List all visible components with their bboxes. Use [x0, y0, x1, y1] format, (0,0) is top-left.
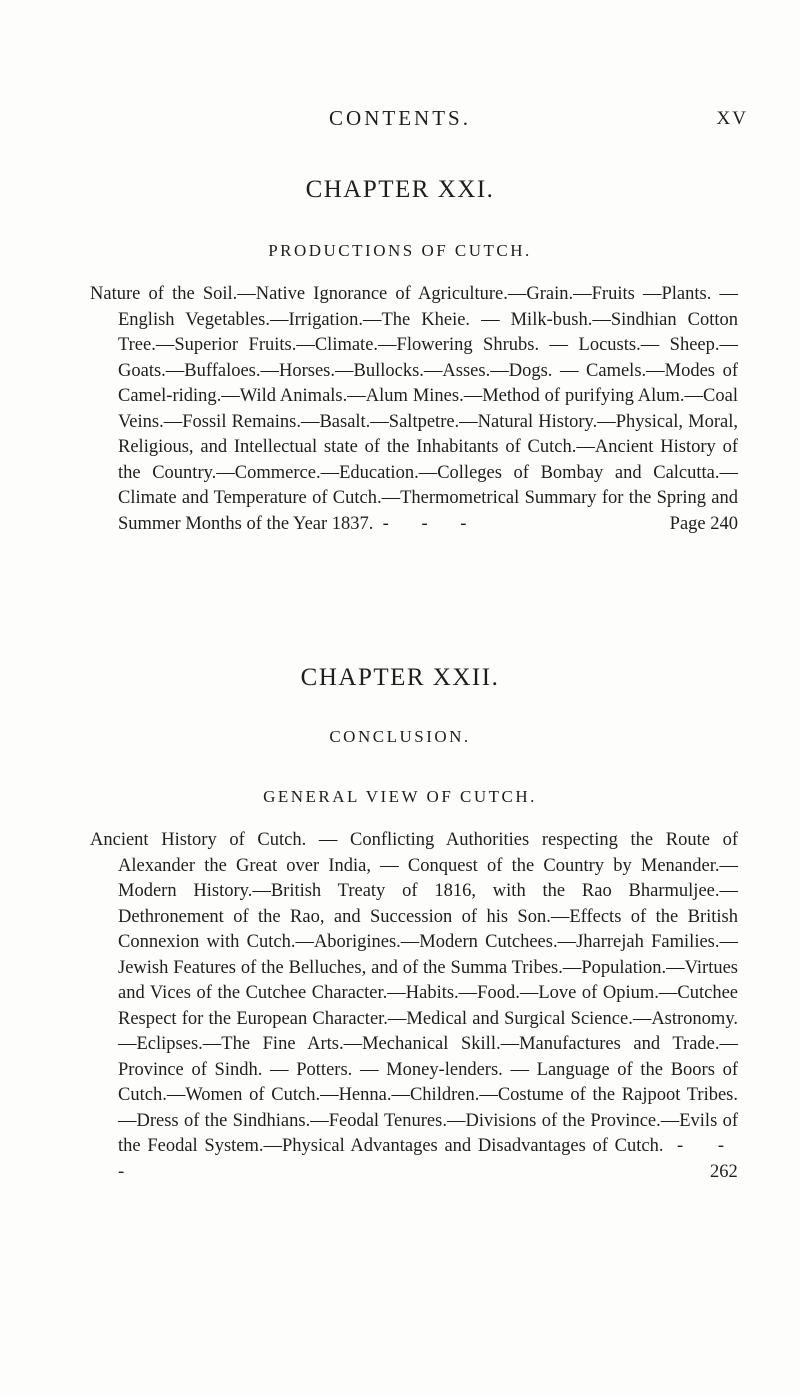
chapter-summary — [90, 282, 738, 537]
summary-text: Nature of the Soil.—Native Ignorance of Agriculture.—Grain.—Fruits —Plants. — English Vegetables.—Irrigation.—The Kheie. — Milk-bush.—Sindhian Cotton Tree.—Superior Fruits.—Climate.—Flowering Shrubs. — Locusts.— Sheep.—Goats.—Buffaloes.—Horses.—Bullocks.—Asses.—Dogs. — Camels.—Modes of Camel-riding.—Wild Animals.—Alum Mines.—Method of purifying Alum.—Coal Veins.—Fossil Remains.—Basalt.—Saltpetre.—Natural History.—Physical, Moral, Religious, and Intellectual state of the Inhabitants of Cutch.—Ancient History of the Country.—Commerce.—Education.—Colleges of Bombay and Calcutta.—Climate and Temperature of Cutch.—Thermometrical Summary for the Spring and Summer Months of the Year 1837. — [90, 284, 738, 534]
summary-text: Ancient History of Cutch. — Conflicting Authorities respecting the Route of Alexander the Great over India, — Conquest of the Country by Menander.—Modern History.—British Treaty of 1816, with the Rao Bharmuljee.—Dethronement of the Rao, and Succession of his Son.—Effects of the British Connexion with Cutch.—Aborigines.—Modern Cutchees.—Jharrejah Families.—Jewish Features of the Belluches, and of the Summa Tribes.—Population.—Virtues and Vices of the Cutchee Character.—Habits.—Food.—Love of Opium.—Cutchee Respect for the European Character.—Medical and Surgical Science.—Astronomy.—Eclipses.—The Fine Arts.—Mechanical Skill.—Manufactures and Trade.—Province of Sindh. — Potters. — Money-lenders. — Language of the Boors of Cutch.—Women of Cutch.—Henna.—Children.—Costume of the Rajpoot Tribes.—Dress of the Sindhians.—Feodal Tenures.—Divisions of the Province.—Evils of the Feodal System.—Physical Advantages and Disadvantages of Cutch. — [90, 830, 738, 1156]
chapter-subheading: GENERAL VIEW OF CUTCH. — [263, 787, 537, 806]
summary-paragraph: Ancient History of Cutch. — Conflicting Authorities respecting the Route of Alexander the Great over India, — Conquest of the Country by Menander.—Modern History.—British Treaty of 1816, with the Rao Bharmuljee.—Dethronement of the Rao, and Succession of his Son.—Effects of the British Connexion with Cutch.—Aborigines.—Modern Cutchees.—Jharrejah Families.—Jewish Features of the Belluches, and of the Summa Tribes.—Population.—Virtues and Vices of the Cutchee Character.—Habits.—Food.—Love of Opium.—Cutchee Respect for the European Character.—Medical and Surgical Science.—Astronomy.—Eclipses.—The Fine Arts.—Mechanical Skill.—Manufactures and Trade.—Province of Sindh. — Potters. — Money-lenders. — Language of the Boors of Cutch.—Women of Cutch.—Henna.—Children.—Costume of the Rajpoot Tribes.—Dress of the Sindhians.—Feodal Tenures.—Divisions of the Province.—Evils of the Feodal System.—Physical Advantages and Disadvantages of Cutch. - - - 262 — [90, 830, 739, 1182]
leader-dashes: - - - — [118, 1136, 739, 1182]
leader-dashes: - - - — [382, 513, 481, 534]
running-title: CONTENTS. — [329, 106, 471, 130]
page-number: XV — [716, 108, 748, 129]
running-head — [0, 106, 800, 136]
summary-paragraph — [90, 282, 738, 537]
chapter-heading: CONCLUSION. — [329, 727, 471, 746]
chapter-summary — [90, 828, 738, 1185]
chapter-title: CHAPTER XXI. — [305, 176, 495, 203]
chapter-title: CHAPTER XXII. — [300, 664, 500, 691]
chapter-heading: PRODUCTIONS OF CUTCH. — [268, 241, 532, 260]
page-reference: Page 240 — [669, 513, 738, 534]
